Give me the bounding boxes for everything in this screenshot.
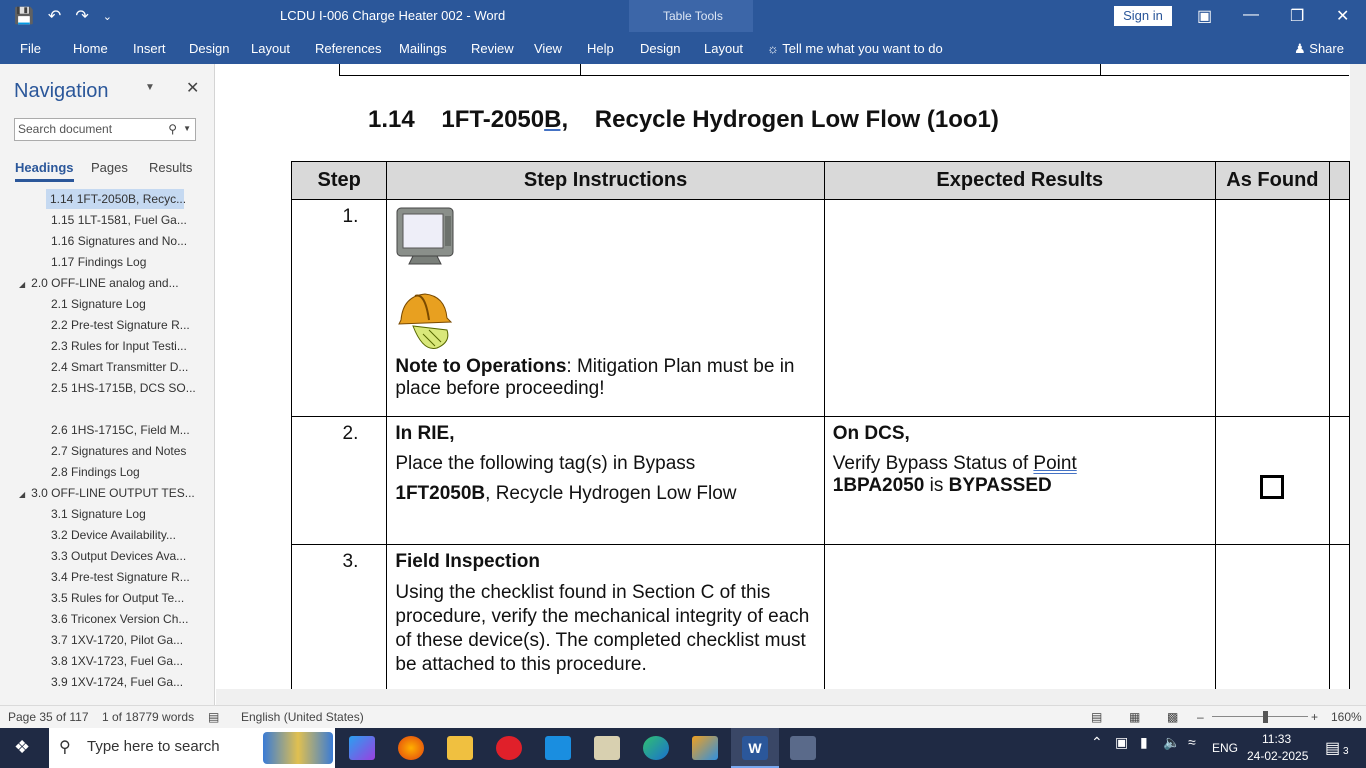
proofing-icon[interactable]: ▤ [208, 710, 220, 724]
expected-is: is [924, 475, 949, 496]
instruction-text: Using the checklist found in Section C of this procedure, verify the mechanical integrity of each of these device(s). The completed checklist must be attached to this procedure. [395, 582, 810, 675]
close-icon[interactable]: ✕ [1336, 8, 1350, 25]
as-found-cell [1215, 417, 1329, 545]
instruction-tag-desc: , Recycle Hydrogen Low Flow [485, 483, 737, 504]
copilot-icon[interactable] [349, 736, 375, 760]
language-indicator[interactable]: ENG [1212, 741, 1239, 755]
extra-cell [1330, 200, 1350, 417]
nav-options-icon[interactable]: ▼ [145, 82, 155, 93]
instruction-head: Field Inspection [395, 551, 540, 572]
table-cell-border [580, 64, 581, 76]
nav-heading-item[interactable]: 2.2 Pre-test Signature R... [51, 318, 190, 332]
windows-taskbar [0, 728, 1366, 768]
page-count[interactable]: Page 35 of 117 [8, 710, 89, 724]
nav-heading-item[interactable]: 3.8 1XV-1723, Fuel Ga... [51, 654, 184, 668]
share-button[interactable] [1294, 41, 1344, 57]
tab-layout[interactable]: Layout [251, 41, 291, 56]
tab-help[interactable]: Help [587, 41, 614, 56]
taskbar-search-placeholder: Type here to search [87, 738, 220, 755]
zoom-slider[interactable] [1212, 716, 1308, 717]
nav-heading-item[interactable]: 2.4 Smart Transmitter D... [51, 360, 189, 374]
undo-icon[interactable]: ↶ [47, 8, 62, 25]
title-bar [0, 0, 1366, 32]
wifi-icon[interactable]: ≈ [1188, 734, 1196, 750]
col-header-extra [1330, 162, 1350, 200]
tab-review[interactable]: Review [471, 41, 514, 56]
col-header-instructions: Step Instructions [387, 162, 824, 200]
minimize-icon[interactable]: — [1243, 6, 1259, 23]
computer-monitor-icon [395, 206, 457, 266]
document-title: LCDU I-006 Charge Heater 002 - Word [280, 8, 506, 23]
tell-me-box[interactable] [767, 41, 943, 56]
col-header-step: Step [292, 162, 387, 200]
ribbon-display-icon[interactable]: ▣ [1197, 8, 1213, 25]
search-dropdown-icon[interactable]: ▼ [183, 124, 191, 133]
col-header-expected: Expected Results [824, 162, 1215, 200]
nav-heading-item[interactable]: 2.5 1HS-1715B, DCS SO... [51, 381, 196, 395]
nav-tab-pages[interactable]: Pages [91, 160, 128, 175]
app-icon-3[interactable] [790, 736, 816, 760]
document-canvas[interactable] [216, 64, 1350, 689]
nav-heading-item[interactable]: 1.16 Signatures and No... [51, 234, 188, 248]
as-found-cell [1215, 545, 1329, 690]
person-icon: ♟ [1294, 41, 1310, 56]
notification-count: 3 [1343, 746, 1349, 757]
tab-mailings[interactable]: Mailings [399, 41, 447, 56]
as-found-cell [1215, 200, 1329, 417]
expected-cell [824, 200, 1215, 417]
nav-heading-item[interactable]: 3.6 Triconex Version Ch... [51, 612, 189, 626]
clock-time[interactable]: 11:33 [1262, 732, 1292, 746]
customize-qat-icon[interactable]: ⌄ [102, 10, 112, 23]
firefox-icon[interactable] [398, 736, 424, 760]
table-cell-border [1100, 64, 1101, 76]
nav-heading-item[interactable]: 3.2 Device Availability... [51, 528, 176, 542]
nav-close-icon[interactable]: ✕ [186, 80, 200, 97]
battery-icon[interactable]: ▮ [1140, 734, 1148, 750]
read-mode-icon[interactable]: ▤ [1091, 710, 1103, 724]
col-header-as-found: As Found [1215, 162, 1329, 200]
extra-cell [1330, 545, 1350, 690]
heading-number: 1.14 [368, 106, 415, 133]
navigation-pane [0, 64, 215, 705]
instruction-tag: 1FT2050B [395, 483, 486, 504]
extra-cell [1330, 417, 1350, 545]
collapse-triangle-icon[interactable]: ◢ [19, 280, 26, 289]
table-header-row [292, 162, 1350, 200]
nav-tab-headings[interactable]: Headings [15, 160, 74, 182]
nav-search-input[interactable] [14, 118, 196, 141]
procedure-table [291, 161, 1350, 689]
expected-cell [824, 417, 1215, 545]
nav-heading-item[interactable]: 3.4 Pre-test Signature R... [51, 570, 190, 584]
table-row [292, 545, 1350, 690]
print-layout-icon[interactable]: ▦ [1129, 710, 1141, 724]
web-layout-icon[interactable]: ▩ [1167, 710, 1179, 724]
instructions-cell [387, 545, 824, 690]
nav-tab-results[interactable]: Results [149, 160, 193, 175]
tray-app-icon[interactable]: ▣ [1115, 734, 1129, 750]
expected-tag: 1BPA2050 [832, 475, 925, 496]
instructions-cell [387, 417, 824, 545]
nav-search-placeholder: Search document [18, 122, 113, 136]
table-row [292, 417, 1350, 545]
nav-heading-item[interactable]: 2.7 Signatures and Notes [51, 444, 187, 458]
heading-tag: 1FT-2050 [441, 106, 545, 133]
file-explorer-icon[interactable] [447, 736, 473, 760]
taskbar-search[interactable] [49, 728, 335, 768]
heading-title: Recycle Hydrogen Low Flow (1oo1) [594, 106, 999, 133]
nav-heading-item[interactable]: 3.5 Rules for Output Te... [51, 591, 185, 605]
word-icon: W [742, 736, 768, 760]
share-label: Share [1309, 41, 1344, 56]
status-bar [0, 705, 1366, 728]
tab-view[interactable]: View [534, 41, 562, 56]
app-icon-2[interactable] [692, 736, 718, 760]
instruction-head: In RIE, [395, 423, 455, 444]
nav-heading-label: 2.0 OFF-LINE analog and... [31, 276, 179, 290]
restore-icon[interactable]: ❐ [1290, 8, 1305, 25]
nav-heading-item[interactable] [19, 273, 179, 293]
expected-head: On DCS, [832, 423, 910, 444]
instruction-line: Place the following tag(s) in Bypass [395, 453, 696, 474]
edge-icon[interactable] [643, 736, 669, 760]
step-number: 3. [292, 545, 387, 690]
volume-icon[interactable]: 🔈 [1163, 734, 1181, 750]
tab-insert[interactable]: Insert [133, 41, 166, 56]
search-icon: ⚲ [59, 739, 71, 756]
lightbulb-icon: ☼ [767, 41, 783, 56]
word-count[interactable]: 1 of 18779 words [102, 710, 195, 724]
section-heading [368, 106, 999, 134]
step-number: 2. [292, 417, 387, 545]
search-icon[interactable]: ⚲ [168, 122, 177, 136]
expected-status: BYPASSED [948, 475, 1052, 496]
collapse-triangle-icon[interactable]: ◢ [19, 490, 26, 499]
expected-line: Verify Bypass Status of [832, 453, 1034, 474]
language-status[interactable]: English (United States) [241, 710, 364, 724]
heading-tag-suffix: B, [544, 106, 569, 133]
clock-date[interactable]: 24-02-2025 [1247, 749, 1309, 763]
sign-in-button[interactable]: Sign in [1114, 6, 1172, 26]
mail-icon[interactable] [545, 736, 571, 760]
tab-table-design[interactable]: Design [640, 41, 681, 56]
zoom-out-icon[interactable]: – [1197, 710, 1204, 724]
zoom-slider-thumb[interactable] [1263, 711, 1268, 723]
step-number: 1. [292, 200, 387, 417]
tab-file[interactable]: File [20, 41, 41, 56]
horizontal-scrollbar[interactable] [216, 689, 1366, 705]
redo-icon[interactable]: ↷ [75, 8, 89, 25]
ribbon-tabs [0, 32, 1366, 64]
nav-heading-item[interactable]: 3.9 1XV-1724, Fuel Ga... [51, 675, 184, 689]
nav-heading-item[interactable]: 3.3 Output Devices Ava... [51, 549, 187, 563]
nav-heading-item[interactable]: 2.8 Findings Log [51, 465, 140, 479]
instructions-cell [387, 200, 824, 417]
instruction-tag-line [395, 483, 815, 505]
opera-icon[interactable] [496, 736, 522, 760]
zoom-in-icon[interactable]: + [1311, 710, 1319, 724]
nav-heading-item[interactable]: 1.15 1LT-1581, Fuel Ga... [51, 213, 187, 227]
expected-point: Point [1033, 453, 1077, 474]
tab-home[interactable]: Home [73, 41, 108, 56]
nav-heading-item[interactable]: 3.7 1XV-1720, Pilot Ga... [51, 633, 184, 647]
nav-heading-item[interactable]: 2.6 1HS-1715C, Field M... [51, 423, 190, 437]
hardhat-worker-icon [395, 290, 455, 352]
search-highlight-image [263, 732, 333, 764]
nav-heading-item[interactable]: 1.14 1FT-2050B, Recyc... [46, 189, 184, 209]
as-found-checkbox[interactable] [1260, 475, 1284, 499]
windows-start-icon[interactable]: ❖ [14, 737, 31, 757]
nav-heading-item[interactable]: 2.3 Rules for Input Testi... [51, 339, 187, 353]
zoom-level[interactable]: 160% [1331, 710, 1362, 724]
previous-table-row [339, 64, 1349, 76]
table-row [292, 200, 1350, 417]
tab-design[interactable]: Design [189, 41, 230, 56]
nav-heading-item[interactable] [19, 483, 195, 503]
operations-note [395, 356, 815, 400]
tab-table-layout[interactable]: Layout [704, 41, 744, 56]
table-tools-label: Table Tools [663, 9, 723, 23]
note-label: Note to Operations [395, 356, 567, 377]
notification-icon[interactable]: ▤ [1325, 740, 1341, 757]
nav-heading-label: 3.0 OFF-LINE OUTPUT TES... [31, 486, 195, 500]
expected-cell [824, 545, 1215, 690]
nav-title: Navigation [14, 80, 109, 102]
note-text: : Mitigation Plan must be in place before proceeding! [395, 356, 795, 399]
save-icon[interactable]: 💾 [14, 8, 34, 25]
tray-chevron-icon[interactable]: ⌃ [1091, 734, 1103, 750]
vertical-scrollbar[interactable] [1350, 64, 1366, 689]
nav-heading-item[interactable]: 2.1 Signature Log [51, 297, 146, 311]
app-icon[interactable] [594, 736, 620, 760]
expected-text [833, 453, 1207, 497]
tab-references[interactable]: References [315, 41, 382, 56]
quick-access-toolbar [14, 6, 112, 26]
tell-me-text: Tell me what you want to do [782, 41, 943, 56]
nav-heading-item[interactable]: 3.1 Signature Log [51, 507, 146, 521]
nav-heading-item[interactable]: 1.17 Findings Log [51, 255, 147, 269]
